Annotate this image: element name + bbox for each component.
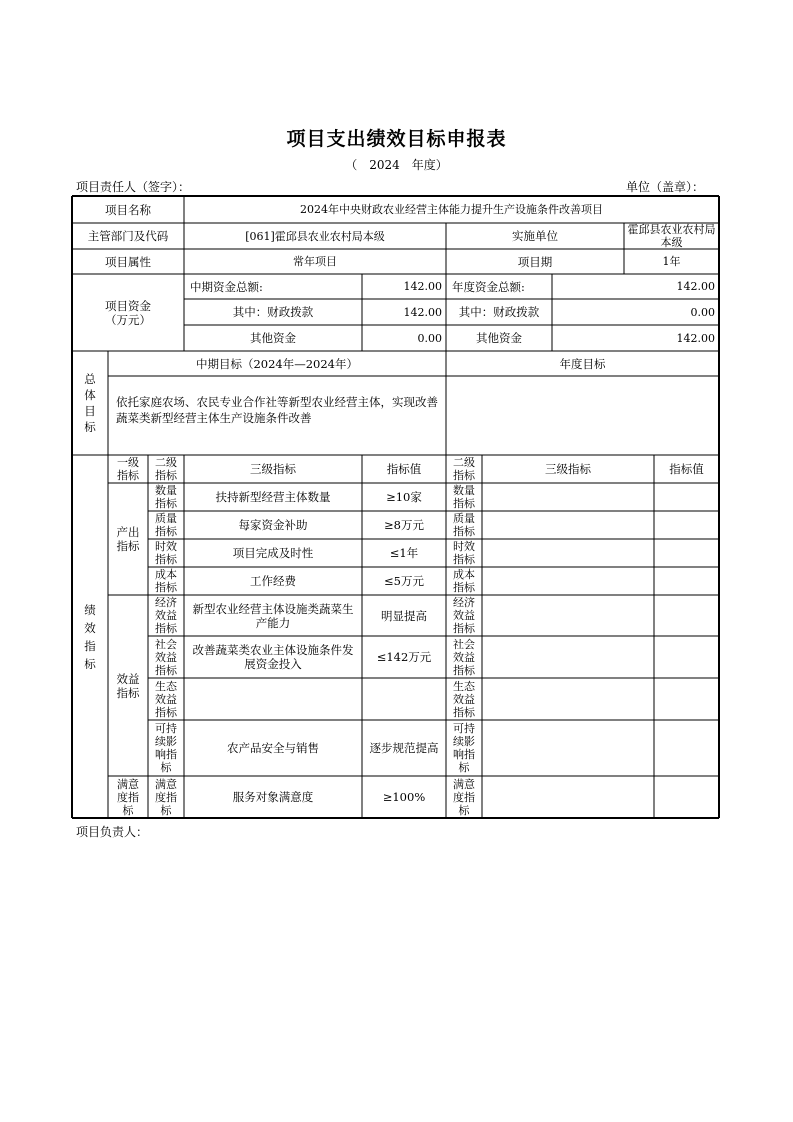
project-period-value: 1年 <box>662 255 681 268</box>
level3-cell: 项目完成及时性 <box>232 546 314 560</box>
dept-value: [061]霍邱县农业农村局本级 <box>245 229 385 243</box>
level3-cell: 扶持新型经营主体数量 <box>215 490 331 504</box>
header-value: 指标值 <box>386 462 422 476</box>
level2-cell: 满意度指标 <box>155 777 177 817</box>
year-total-value: 142.00 <box>676 280 715 293</box>
level3-cell <box>184 678 362 720</box>
header-year-level2: 二级指标 <box>453 456 475 482</box>
level3-cell: 服务对象满意度 <box>232 790 314 804</box>
header-year-level3: 三级指标 <box>545 462 591 476</box>
level2-cell: 质量指标 <box>155 512 177 538</box>
value-cell: ≥10家 <box>386 490 422 504</box>
year-level2-cell: 成本指标 <box>453 568 475 594</box>
mid-fiscal-label: 其中：财政拨款 <box>232 305 314 319</box>
benefit-indicator-label: 效益指标 <box>116 671 140 700</box>
fiscal-year: （ 2024 年度） <box>345 158 448 172</box>
unit-seal-label: 单位（盖章）： <box>626 180 705 194</box>
level2-cell: 生态效益指标 <box>155 679 177 719</box>
impl-unit-label: 实施单位 <box>512 229 558 243</box>
value-cell: ≤1年 <box>389 546 419 560</box>
value-cell: ≤142万元 <box>376 650 432 664</box>
level2-cell: 成本指标 <box>155 568 177 594</box>
value-cell: ≥8万元 <box>384 518 424 532</box>
satisfaction-indicator-label: 满意度指标 <box>117 777 139 817</box>
year-level2-cell: 满意度指标 <box>453 777 475 817</box>
value-cell <box>362 678 446 720</box>
year-level2-cell: 社会效益指标 <box>453 637 475 677</box>
level3-cell: 农产品安全与销售 <box>227 741 319 755</box>
project-owner-label: 项目负责人： <box>76 825 149 839</box>
overall-goal-label: 总体目标 <box>84 372 96 434</box>
year-goal-text <box>446 376 719 455</box>
mid-total-value: 142.00 <box>403 280 442 293</box>
year-goal-header: 年度目标 <box>559 356 606 371</box>
level2-cell: 数量指标 <box>155 484 177 510</box>
output-indicator-label: 产出指标 <box>116 525 140 553</box>
year-other-label: 其他资金 <box>476 331 522 345</box>
year-other-value: 142.00 <box>676 331 715 345</box>
project-name-label: 项目名称 <box>105 202 151 217</box>
level2-cell: 经济效益指标 <box>155 596 177 635</box>
year-level2-cell: 生态效益指标 <box>453 679 475 719</box>
value-cell: 明显提高 <box>381 608 427 623</box>
level2-cell: 社会效益指标 <box>155 637 177 677</box>
dept-label: 主管部门及代码 <box>87 229 169 243</box>
impl-unit-value: 霍邱县农业农村局本级 <box>627 223 716 249</box>
year-level2-cell: 可持续影响指标 <box>453 722 475 774</box>
responsible-signature-label: 项目责任人（签字）： <box>76 180 191 194</box>
year-level2-cell: 时效指标 <box>453 540 475 566</box>
year-level2-cell: 数量指标 <box>453 484 475 510</box>
value-cell: 逐步规范提高 <box>369 741 439 755</box>
value-cell: ≥100% <box>382 790 426 804</box>
header-year-value: 指标值 <box>669 462 704 476</box>
mid-other-value: 0.00 <box>417 331 442 345</box>
page-title: 项目支出绩效目标申报表 <box>286 128 507 150</box>
value-cell: ≤5万元 <box>384 574 424 588</box>
header-level1: 一级指标 <box>117 456 139 482</box>
project-attr-value: 常年项目 <box>293 255 337 268</box>
mid-other-label: 其他资金 <box>250 331 296 345</box>
project-period-label: 项目期 <box>517 254 553 269</box>
mid-fiscal-value: 142.00 <box>403 305 442 319</box>
project-funds-label: 项目资金 （万元） <box>105 298 151 327</box>
level2-cell: 可持续影响指标 <box>155 722 177 774</box>
year-fiscal-label: 其中：财政拨款 <box>458 305 540 319</box>
project-name-value: 2024年中央财政农业经营主体能力提升生产设施条件改善项目 <box>300 203 603 216</box>
level3-cell: 新型农业经营主体设施类蔬菜生产能力 <box>192 601 354 630</box>
year-level2-cell: 质量指标 <box>453 512 475 538</box>
year-fiscal-value: 0.00 <box>690 305 715 319</box>
mid-goal-text: 依托家庭农场、农民专业合作社等新型农业经营主体，实现改善蔬菜类新型经营主体生产设施条件改善 <box>116 394 438 425</box>
project-attr-label: 项目属性 <box>105 254 151 269</box>
header-level2: 二级指标 <box>155 456 177 482</box>
mid-goal-header: 中期目标（2024年—2024年） <box>195 356 359 371</box>
level3-cell: 改善蔬菜类农业主体设施条件发展资金投入 <box>192 643 354 671</box>
year-total-label: 年度资金总额: <box>452 279 525 294</box>
level2-cell: 时效指标 <box>155 540 177 566</box>
level3-cell: 工作经费 <box>250 574 296 588</box>
level3-cell: 每家资金补助 <box>238 518 308 532</box>
mid-total-label: 中期资金总额: <box>190 279 263 294</box>
perf-indicator-label: 绩效指标 <box>84 602 96 671</box>
header-level3: 三级指标 <box>250 462 296 476</box>
year-level2-cell: 经济效益指标 <box>453 596 475 635</box>
